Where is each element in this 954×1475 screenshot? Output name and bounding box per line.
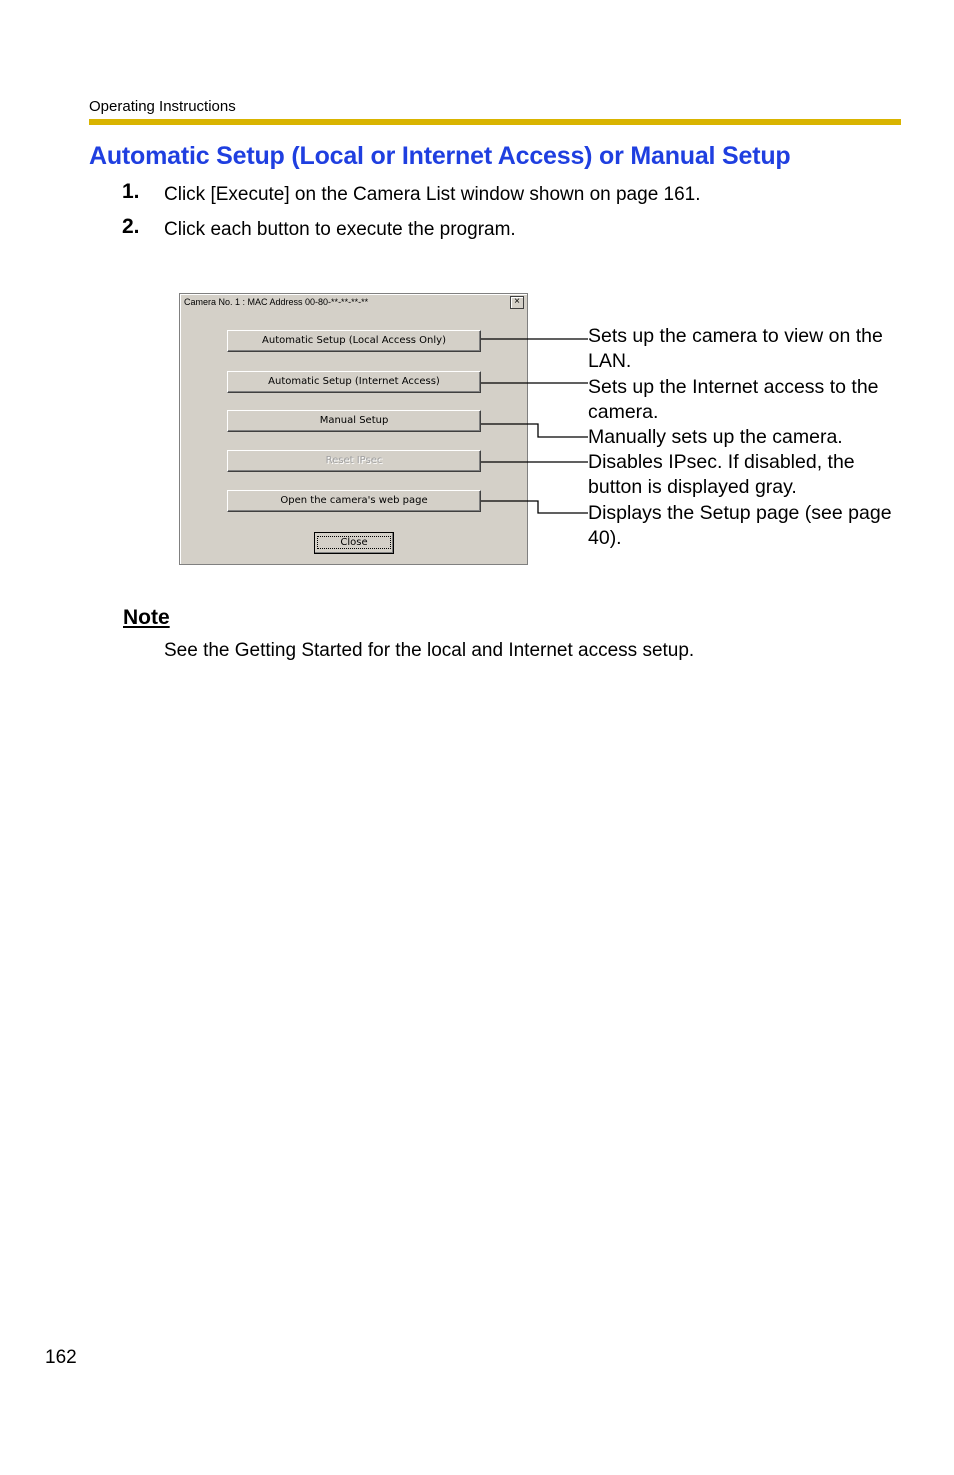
close-button-label: Close — [317, 536, 390, 549]
callout-web-page: Displays the Setup page (see page 40). — [588, 502, 892, 549]
dialog-titlebar — [181, 295, 526, 309]
automatic-setup-local-button[interactable]: Automatic Setup (Local Access Only) — [227, 330, 481, 352]
step-text: Click [Execute] on the Camera List window shown on page 161. — [164, 184, 701, 205]
dialog-title: Camera No. 1 : MAC Address 00-80-**-**-**-** — [184, 297, 369, 307]
step-number: 2. — [122, 215, 140, 238]
header-rule — [89, 119, 901, 125]
close-button[interactable] — [314, 532, 394, 554]
note-text: See the Getting Started for the local and Internet access setup. — [164, 640, 695, 661]
step-text: Click each button to execute the program. — [164, 219, 516, 240]
close-icon[interactable]: × — [510, 296, 524, 309]
manual-setup-button[interactable]: Manual Setup — [227, 410, 481, 432]
callout-local-setup: Sets up the camera to view on the LAN. — [588, 325, 883, 372]
open-web-page-button[interactable]: Open the camera's web page — [227, 490, 481, 512]
callout-internet-setup: Sets up the Internet access to the camera. — [588, 376, 879, 423]
automatic-setup-internet-button[interactable]: Automatic Setup (Internet Access) — [227, 371, 481, 393]
page-number: 162 — [45, 1347, 77, 1368]
step-number: 1. — [122, 180, 140, 203]
note-heading: Note — [123, 606, 170, 629]
callout-manual-setup: Manually sets up the camera. — [588, 426, 843, 448]
setup-dialog — [179, 293, 528, 565]
section-title: Automatic Setup (Local or Internet Access) or Manual Setup — [89, 142, 791, 170]
callout-reset-ipsec: Disables IPsec. If disabled, the button is displayed gray. — [588, 451, 855, 498]
reset-ipsec-button: Reset IPsec — [227, 450, 481, 472]
running-header: Operating Instructions — [89, 98, 236, 115]
